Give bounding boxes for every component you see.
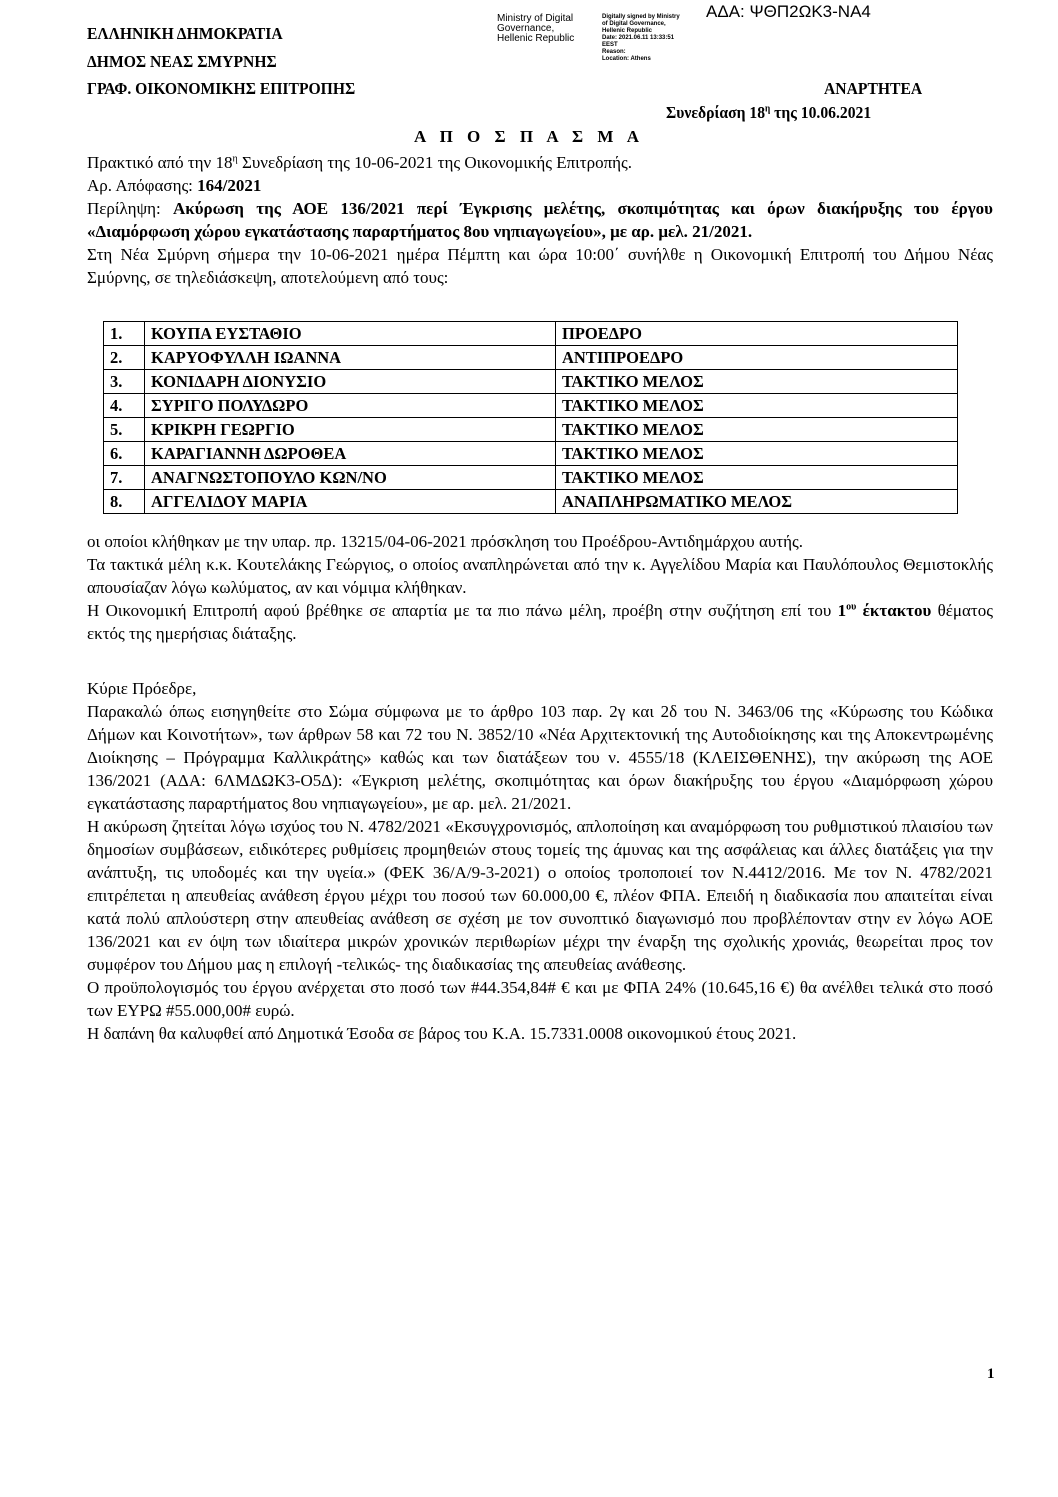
salutation: Κύριε Πρόεδρε, [87, 679, 197, 698]
member-number: 2. [104, 346, 145, 370]
summary-label: Περίληψη: [87, 199, 173, 218]
minutes-prefix: Πρακτικό από την 18 [87, 153, 233, 172]
session-suffix: της 10.06.2021 [770, 103, 872, 122]
proposal-paragraph-3: Ο προϋπολογισμός του έργου ανέρχεται στο ποσό των #44.354,84# € και με ΦΠΑ 24% (10.645,16 €) θα ανέλθει τελικά στο ποσό των ΕΥΡΩ #55.000,00# ευρώ. [87, 978, 993, 1020]
decision-label: Αρ. Απόφασης: [87, 176, 198, 195]
signature-issuer-line: Ministry of Digital [497, 13, 574, 24]
minutes-sup: η [232, 153, 238, 165]
digital-signature-details[interactable] [602, 14, 680, 63]
intro-section [87, 151, 993, 289]
signature-detail-line: Hellenic Republic [602, 28, 653, 34]
table-row [104, 490, 958, 514]
table-row [104, 442, 958, 466]
member-number: 6. [104, 442, 145, 466]
table-row [104, 394, 958, 418]
proposal-paragraph-2: Η ακύρωση ζητείται λόγω ισχύος του Ν. 4782/2021 «Εκσυγχρονισμός, απλοποίηση και αναμόρφωση του ρυθμιστικού πλαισίου των δημοσίων συμβάσεων, ειδικότερες ρυθμίσεις προμηθειών στους τομείς της άμυνας και της ασφάλειας και άλλες διατάξεις για την ανάπτυξη, τις υποδομές και την υγεία.» (ΦΕΚ 36/Α/9-3-2021) ο οποίος τροποποιεί τον Ν.4412/2016. Με τον Ν. 4782/2021 επιτρέπεται η απευθείας ανάθεση έργου μέχρι του ποσού των 60.000,00 €, πλέον ΦΠΑ. Επειδή η διαδικασία που απαιτείται είναι κατά πολύ απλούστερη στην απευθείας ανάθεση σε σχέση με τον συνοπτικό διαγωνισμό που προβλέπονταν στην εν λόγω ΑΟΕ 136/2021 και εν όψη των ιδιαίτερα μικρών χρονικών περιθωρίων μέχρι την έναρξη της σχολικής χρονιάς, θεωρείται προς τον συμφέρον του Δήμου μας η επιλογή -τελικώς- της διαδικασίας της απευθείας ανάθεσης. [87, 817, 993, 974]
member-name: ΑΝΑΓΝΩΣΤΟΠΟΥΛΟ ΚΩΝ/ΝΟ [145, 466, 556, 490]
table-row [104, 418, 958, 442]
summary-text: Ακύρωση της ΑΟΕ 136/2021 περί Έγκρισης μελέτης, σκοπιμότητας και όρων διακήρυξης του έργου «Διαμόρφωση χώρου εγκατάστασης παραρτήματος 8ου νηπιαγωγείου», με αρ. μελ. 21/2021. [87, 199, 993, 241]
member-number: 5. [104, 418, 145, 442]
decision-line [87, 174, 993, 197]
table-row [104, 370, 958, 394]
member-role: ΑΝΑΠΛΗΡΩΜΑΤΙΚΟ ΜΕΛΟΣ [556, 490, 958, 514]
signature-detail-line: Date: 2021.06.11 13:33:51 [602, 35, 675, 41]
republic-heading: ΕΛΛΗΝΙΚΗ ΔΗΜΟΚΡΑΤΙΑ [87, 24, 283, 43]
digital-signature-issuer[interactable] [497, 14, 574, 44]
municipality-heading: ΔΗΜΟΣ ΝΕΑΣ ΣΜΥΡΝΗΣ [87, 52, 277, 71]
proposal-paragraph-4: Η δαπάνη θα καλυφθεί από Δημοτικά Έσοδα σε βάρος του Κ.Α. 15.7331.0008 οικονομικού έτους 2021. [87, 1024, 797, 1043]
member-role: ΑΝΤΙΠΡΟΕΔΡΟ [556, 346, 958, 370]
member-name: ΚΑΡΑΓΙΑΝΝΗ ΔΩΡΟΘΕΑ [145, 442, 556, 466]
member-role: ΤΑΚΤΙΚΟ ΜΕΛΟΣ [556, 370, 958, 394]
after-table-section [87, 530, 993, 645]
table-row [104, 322, 958, 346]
summary-paragraph [87, 197, 993, 243]
signature-detail-line: EEST [602, 42, 618, 48]
member-role: ΤΑΚΤΙΚΟ ΜΕΛΟΣ [556, 394, 958, 418]
topic-sup: ου [846, 601, 857, 613]
member-number: 8. [104, 490, 145, 514]
member-number: 3. [104, 370, 145, 394]
posting-label: ΑΝΑΡΤΗΤΕΑ [824, 79, 923, 98]
signature-detail-line: of Digital Governance, [602, 21, 666, 27]
table-row [104, 466, 958, 490]
signature-issuer-line: Hellenic Republic [497, 33, 575, 44]
member-number: 1. [104, 322, 145, 346]
member-name: ΚΑΡΥΟΦΥΛΛΗ ΙΩΑΝΝΑ [145, 346, 556, 370]
minutes-suffix: Συνεδρίαση της 10-06-2021 της Οικονομικής Επιτροπής. [237, 153, 633, 172]
absent-paragraph: Τα τακτικά μέλη κ.κ. Κουτελάκης Γεώργιος, ο οποίος αναπληρώνεται από την κ. Αγγελίδου Μαρία και Παυλόπουλος Θεμιστοκλής απουσίαζαν λόγω κωλύματος, αν και νόμιμα κλήθηκαν. [87, 555, 993, 597]
member-name: ΚΡΙΚΡΗ ΓΕΩΡΓΙΟ [145, 418, 556, 442]
member-number: 4. [104, 394, 145, 418]
quorum-text: Η Οικονομική Επιτροπή αφού βρέθηκε σε απαρτία με τα πιο πάνω μέλη, προέβη στην συζήτηση επί του [87, 601, 838, 620]
member-name: ΚΟΝΙΔΑΡΗ ΔΙΟΝΥΣΙΟ [145, 370, 556, 394]
topic-rest: θέματος εκτός της ημερήσιας διάταξης. [87, 601, 993, 643]
meeting-paragraph: Στη Νέα Σμύρνη σήμερα την 10-06-2021 ημέρα Πέμπτη και ώρα 10:00΄ συνήλθε η Οικονομική Επιτροπή του Δήμου Νέας Σμύρνης, σε τηλεδιάσκεψη, αποτελούμενη από τους: [87, 245, 993, 287]
document-title: Α Π Ο Σ Π Α Σ Μ Α [413, 127, 645, 146]
proposal-paragraph-1: Παρακαλώ όπως εισηγηθείτε στο Σώμα σύμφωνα με το άρθρο 103 παρ. 2γ και 2δ του Ν. 3463/06 της «Κύρωσης του Κώδικα Δήμων και Κοινοτήτων», των άρθρων 58 και 72 του Ν. 3852/10 «Νέα Αρχιτεκτονική της Αυτοδιοίκησης και της Αποκεντρωμένης Διοίκησης – Πρόγραμμα Καλλικράτης» καθώς και των διατάξεων του ν. 4555/18 (ΚΛΕΙΣΘΕΝΗΣ), την ακύρωση της ΑΟΕ 136/2021 (ΑΔΑ: 6ΛΜΔΩΚ3-Ο5Δ): «Έγκριση μελέτης, σκοπιμότητας και όρων διακήρυξης του έργου «Διαμόρφωση χώρου εγκατάστασης παραρτήματος 8ου νηπιαγωγείου», με αρ. μελ. 21/2021. [87, 702, 993, 813]
signature-issuer-line: Governance, [497, 23, 555, 34]
topic-bold: έκτακτου [856, 601, 932, 620]
members-table [103, 321, 958, 514]
quorum-paragraph [87, 599, 993, 645]
member-name: ΑΓΓΕΛΙΔΟΥ ΜΑΡΙΑ [145, 490, 556, 514]
member-role: ΠΡΟΕΔΡΟ [556, 322, 958, 346]
session-prefix: Συνεδρίαση 18 [666, 103, 766, 122]
signature-detail-line: Digitally signed by Ministry [602, 14, 680, 20]
page-number: 1 [987, 1366, 995, 1382]
member-role: ΤΑΚΤΙΚΟ ΜΕΛΟΣ [556, 466, 958, 490]
decision-number: 164/2021 [197, 176, 262, 195]
office-heading: ΓΡΑΦ. ΟΙΚΟΝΟΜΙΚΗΣ ΕΠΙΤΡΟΠΗΣ [87, 79, 356, 98]
session-label [666, 103, 871, 123]
member-name: ΚΟΥΠΑ ΕΥΣΤΑΘΙΟ [145, 322, 556, 346]
member-role: ΤΑΚΤΙΚΟ ΜΕΛΟΣ [556, 418, 958, 442]
member-name: ΣΥΡΙΓΟ ΠΟΛΥΔΩΡΟ [145, 394, 556, 418]
member-number: 7. [104, 466, 145, 490]
invitation-paragraph: οι οποίοι κλήθηκαν με την υπαρ. πρ. 13215/04-06-2021 πρόσκληση του Προέδρου-Αντιδημάρχου αυτής. [87, 532, 803, 551]
topic-number: 1 [837, 601, 847, 620]
ada-code: ΑΔΑ: ΨΘΠ2ΩΚ3-ΝΑ4 [706, 2, 871, 21]
signature-detail-line: Location: Athens [602, 56, 651, 62]
signature-detail-line: Reason: [602, 49, 626, 55]
session-sup: η [765, 103, 771, 115]
member-role: ΤΑΚΤΙΚΟ ΜΕΛΟΣ [556, 442, 958, 466]
proposal-section [87, 677, 993, 1045]
table-row [104, 346, 958, 370]
minutes-line [87, 151, 993, 174]
